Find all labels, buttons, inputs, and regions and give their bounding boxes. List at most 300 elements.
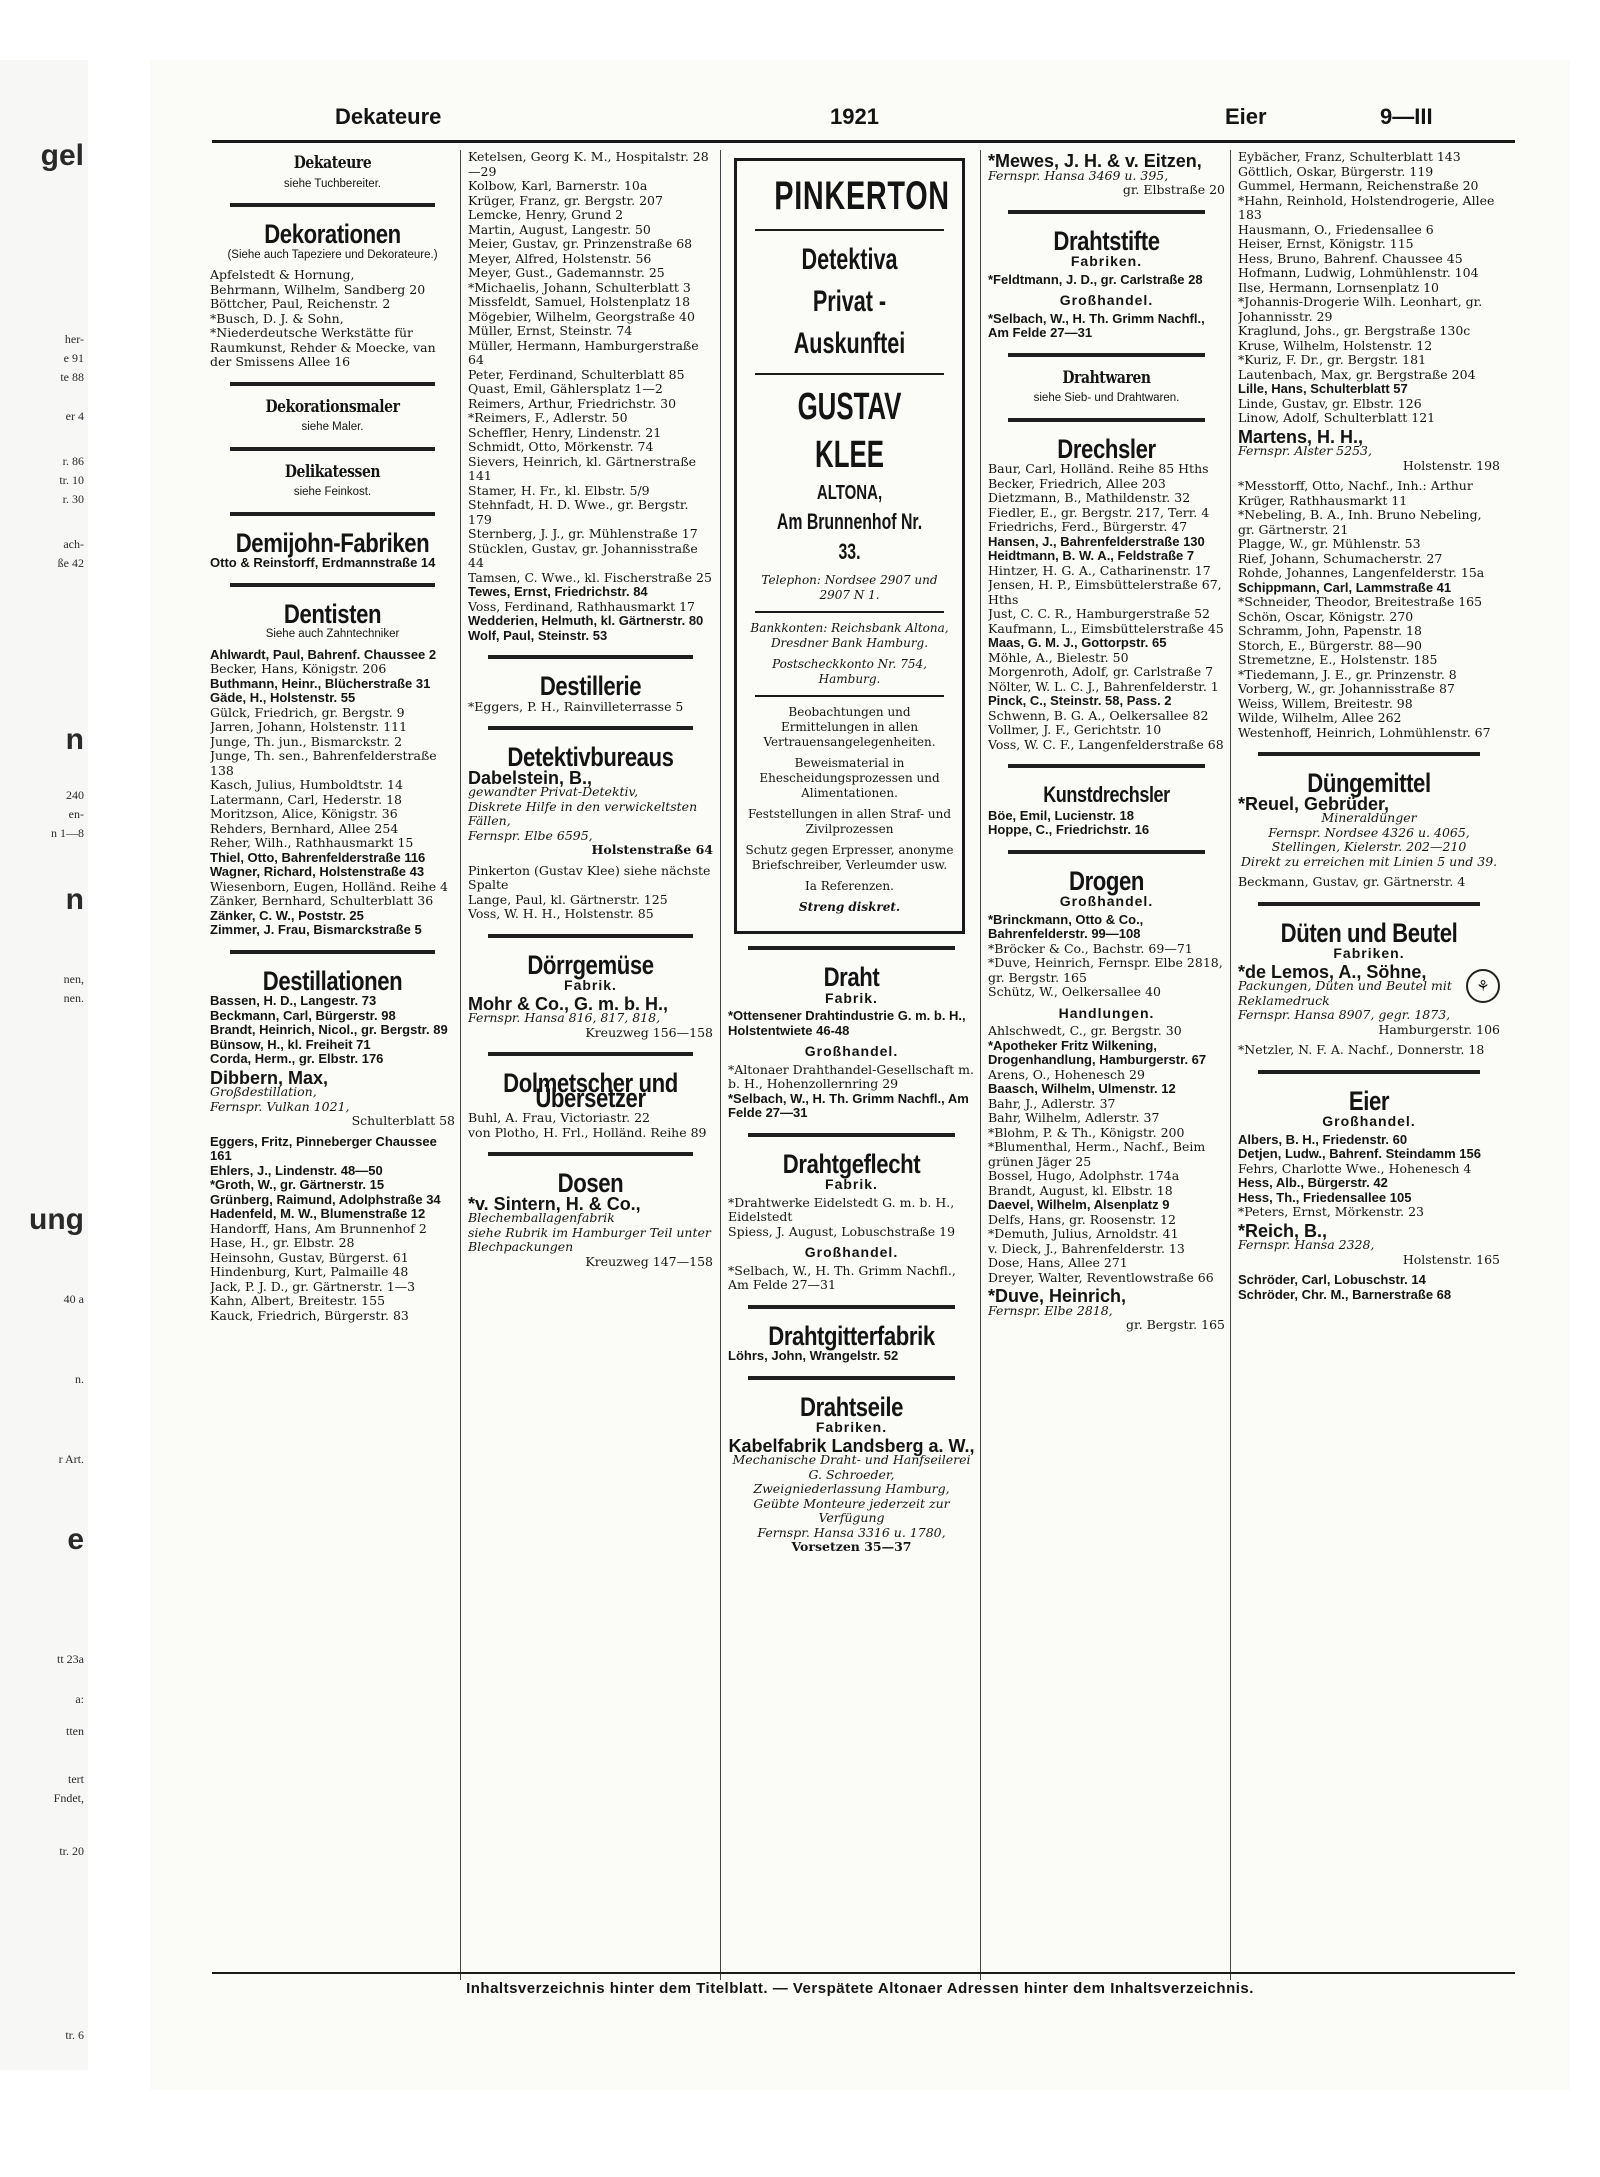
directory-entry: Hadenfeld, M. W., Blumenstraße 12: [210, 1206, 426, 1221]
directory-entry: Ilse, Hermann, Lornsenplatz 10: [1238, 279, 1439, 295]
advertiser-name: Mohr & Co., G. m. b. H.,: [468, 993, 668, 1014]
duve-ad: [988, 1286, 1225, 1333]
ad-detail-line: Stellingen, Kielerstr. 202—210: [1271, 839, 1467, 854]
dibbern-ad: [210, 1067, 455, 1129]
mewes-ad: [988, 151, 1225, 198]
advertiser-details: [1238, 1238, 1500, 1253]
ad-rule: [755, 229, 944, 231]
ad-detail-line: Fernspr. Nordsee 4326 u. 4065,: [1268, 824, 1470, 840]
ad-address: Am Brunnenhof Nr. 33.: [776, 509, 923, 564]
directory-entry: Bahr, J., Adlerstr. 37: [988, 1095, 1116, 1111]
subsection-heading: Großhandel.: [1322, 1113, 1416, 1129]
directory-entry: Hase, H., gr. Elbstr. 28: [210, 1235, 355, 1250]
directory-entry: Schütz, W., Oelkersallee 40: [988, 984, 1161, 999]
directory-entry: Rehders, Bernhard, Allee 254: [210, 820, 399, 836]
directory-entry: Kauck, Friedrich, Bürgerstr. 83: [210, 1307, 409, 1323]
subsection-heading: Fabriken.: [815, 1419, 888, 1435]
advertiser-name: *de Lemos, A., Söhne,: [1238, 961, 1427, 982]
advertiser-address: Vorsetzen 35—37: [791, 1539, 912, 1554]
cross-reference: (Siehe auch Tapeziere und Dekorateure.): [227, 248, 438, 261]
directory-entry: Wedderien, Helmuth, kl. Gärtnerstr. 80: [468, 613, 704, 628]
entry-list: [988, 913, 1225, 1000]
cross-reference: siehe Tuchbereiter.: [283, 177, 382, 190]
company-logo-icon: ⚘: [1466, 969, 1500, 1003]
separator: [748, 1305, 955, 1309]
section-heading: Draht: [823, 962, 880, 992]
directory-entry: Becker, Friedrich, Allee 203: [988, 475, 1166, 491]
ad-detail-line: Fernspr. Hansa 2328,: [1238, 1237, 1375, 1252]
entry-list: [988, 312, 1225, 341]
directory-entry: Linde, Gustav, gr. Elbstr. 126: [1238, 395, 1422, 411]
advertiser-name: *Reuel, Gebrüder,: [1238, 793, 1390, 814]
directory-entry: Göttlich, Oskar, Bürgerstr. 119: [1238, 163, 1434, 179]
separator: [230, 583, 435, 587]
directory-entry: Schippmann, Carl, Lammstraße 41: [1238, 579, 1452, 595]
directory-entry: *Brinckmann, Otto & Co., Bahrenfelderstr. 99—108: [988, 911, 1144, 941]
dabelstein-ad: [468, 767, 713, 858]
subsection-heading: Fabrik.: [564, 977, 617, 993]
advertiser-details: [988, 1304, 1225, 1319]
edge-text-fragment: ung: [29, 1203, 84, 1236]
directory-entry: *Drahtwerke Eidelstedt G. m. b. H., Eidelstedt: [728, 1194, 955, 1224]
cross-reference: Siehe auch Zahntechniker: [265, 628, 400, 640]
directory-entry: *Kuriz, F. Dr., gr. Bergstr. 181: [1238, 352, 1427, 367]
entry-list: [1238, 1043, 1500, 1058]
entry-list: [988, 462, 1225, 752]
ad-postal-account: Postscheckkonto Nr. 754, Hamburg.: [772, 657, 927, 686]
pinkerton-advertisement: [734, 158, 965, 934]
advertiser-address: Holstenstr. 165: [1402, 1251, 1500, 1267]
column-4: [988, 150, 1225, 1970]
directory-entry: *Blohm, P. & Th., Königstr. 200: [988, 1124, 1185, 1140]
directory-entry: Voss, W. H. H., Holstenstr. 85: [468, 906, 654, 921]
entry-list: [468, 864, 713, 922]
directory-entry: Vollmer, J. F., Gerichtstr. 10: [988, 722, 1162, 737]
advertiser-name: Martens, H. H.,: [1238, 426, 1364, 447]
de-lemos-ad: [1238, 961, 1500, 1038]
directory-entry: Martin, August, Langestr. 50: [468, 221, 651, 237]
separator: [230, 512, 435, 516]
ad-detail-line: Fernspr. Hansa 3316 u. 1780,: [757, 1524, 946, 1540]
advertiser-address: Schulterblatt 58: [351, 1113, 455, 1128]
separator: [488, 655, 693, 659]
directory-entry: Delfs, Hans, gr. Roosenstr. 12: [988, 1211, 1176, 1227]
directory-entry: Stamer, H. Fr., kl. Elbstr. 5/9: [468, 482, 650, 498]
directory-entry: Maas, G. M. J., Gottorpstr. 65: [988, 635, 1167, 650]
column-rule: [720, 150, 721, 1980]
directory-entry: Ketelsen, Georg K. M., Hospitalstr. 28—29: [468, 150, 709, 179]
directory-entry: *Niederdeutsche Werkstätte für Raumkunst, Rehder & Moecke, van der Smissens Allee 16: [210, 325, 436, 369]
section-heading: Drahtstifte: [1053, 225, 1160, 256]
directory-entry: Corda, Herm., gr. Elbstr. 176: [210, 1051, 384, 1066]
separator: [230, 950, 435, 954]
directory-entry: Müller, Ernst, Steinstr. 74: [468, 323, 633, 338]
directory-entry: Hoppe, C., Friedrichstr. 16: [988, 822, 1150, 837]
edge-text-fragment: ße 42: [57, 556, 84, 570]
ad-rule: [755, 373, 944, 375]
directory-entry: Daevel, Wilhelm, Alsenplatz 9: [988, 1197, 1170, 1212]
directory-entry: Jensen, H. P., Eimsbüttelerstraße 67, Hths: [988, 577, 1222, 607]
directory-entry: Kahn, Albert, Breitestr. 155: [210, 1293, 386, 1308]
ad-firm-name: GUSTAV KLEE: [797, 386, 902, 476]
directory-entry: Junge, Th. jun., Bismarckstr. 2: [210, 733, 403, 749]
ad-rule: [755, 695, 944, 697]
directory-entry: *Nebeling, B. A., Inh. Bruno Nebeling, gr. Gärtnerstr. 21: [1238, 507, 1482, 537]
header-year: 1921: [830, 104, 879, 129]
directory-entry: Beckmann, Gustav, gr. Gärtnerstr. 4: [1238, 874, 1466, 889]
cross-reference: siehe Sieb- und Drahtwaren.: [1033, 392, 1180, 404]
separator: [1258, 902, 1480, 906]
subsection-heading: Fabriken.: [1070, 253, 1143, 269]
edge-text-fragment: nen.: [63, 991, 84, 1006]
directory-entry: Tamsen, C. Wwe., kl. Fischerstraße 25: [468, 569, 712, 585]
directory-entry: Fehrs, Charlotte Wwe., Hohenesch 4: [1238, 1160, 1472, 1176]
mohr-ad: [468, 993, 713, 1041]
edge-text-fragment: nen,: [63, 972, 84, 986]
directory-entry: Kraglund, Johs., gr. Bergstraße 130c: [1238, 323, 1471, 338]
subsection-heading: Großhandel.: [804, 1043, 899, 1059]
entry-list: [728, 1264, 975, 1293]
section-heading: Drechsler: [1057, 433, 1156, 464]
separator: [488, 726, 693, 730]
section-heading: Drahtwaren: [1062, 367, 1151, 388]
directory-entry: *Hahn, Reinhold, Holstendrogerie, Allee 183: [1238, 192, 1495, 222]
entry-list: [210, 1135, 455, 1324]
directory-entry: Kasch, Julius, Humboldtstr. 14: [210, 777, 403, 792]
directory-entry: Beckmann, Carl, Bürgerstr. 98: [210, 1007, 396, 1023]
entry-list: [1238, 1273, 1500, 1302]
directory-entry: Mögebier, Wilhelm, Georgstraße 40: [468, 308, 695, 324]
ad-detail-line: Fernspr. Alster 5253,: [1238, 443, 1372, 458]
section-heading: Düten und Beutel: [1280, 917, 1458, 948]
directory-entry: *Selbach, W., H. Th. Grimm Nachfl., Am Felde 27—31: [988, 310, 1205, 340]
section-heading: Detektivbureaus: [507, 742, 674, 772]
directory-entry: Hofmann, Ludwig, Lohmühlenstr. 104: [1238, 265, 1479, 280]
directory-entry: *Apotheker Fritz Wilkening, Drogenhandlung, Hamburgerstr. 67: [988, 1037, 1207, 1067]
entry-list: [210, 268, 455, 370]
edge-text-fragment: tten: [66, 1724, 84, 1738]
directory-entry: Jarren, Johann, Holstenstr. 111: [210, 719, 408, 734]
ad-service: Beobachtungen und Ermittelungen in allen Vertrauensangelegenheiten.: [763, 705, 936, 749]
ad-detail-line: Geübte Monteure jederzeit zur Verfügung: [753, 1495, 950, 1525]
directory-entry: Hintzer, H. G. A., Catharinenstr. 17: [988, 562, 1211, 578]
separator: [230, 382, 435, 386]
advertiser-details: [468, 785, 713, 843]
separator: [488, 1152, 693, 1156]
section-heading: Dörrgemüse: [527, 949, 654, 980]
edge-text-fragment: r. 86: [62, 453, 84, 468]
directory-entry: *Busch, D. J. & Sohn,: [210, 310, 344, 326]
advertiser-address: gr. Elbstraße 20: [1122, 182, 1225, 197]
ad-telephone: Telephon: Nordsee 2907 und 2907 N 1.: [761, 573, 938, 602]
ad-detail-line: Mineraldünger: [1321, 810, 1417, 825]
directory-entry: Reher, Wilh., Rathhausmarkt 15: [210, 835, 414, 850]
section-heading: Drahtgeflecht: [782, 1148, 921, 1179]
edge-text-fragment: en-: [68, 807, 84, 822]
section-heading: Dolmetscher und Übersetzer: [503, 1068, 678, 1113]
column-rule: [980, 150, 981, 1980]
directory-entry: Stücklen, Gustav, gr. Johannisstraße 44: [468, 540, 698, 570]
column-2: [468, 150, 713, 1970]
entry-list: [988, 809, 1225, 838]
entry-list: [468, 700, 713, 715]
entry-list: [728, 1196, 975, 1240]
directory-entry: Latermann, Carl, Hederstr. 18: [210, 791, 403, 807]
directory-entry: Heidtmann, B. W. A., Feldstraße 7: [988, 548, 1195, 563]
directory-entry: Plagge, W., gr. Mühlenstr. 53: [1238, 536, 1421, 551]
edge-text-fragment: gel: [40, 139, 84, 172]
edge-text-fragment: te 88: [60, 370, 84, 385]
directory-entry: Bünsow, H., kl. Freiheit 71: [210, 1036, 371, 1052]
separator: [1008, 353, 1205, 357]
directory-entry: Morgenroth, Adolf, gr. Carlstraße 7: [988, 664, 1214, 679]
advertiser-name: Kabelfabrik Landsberg a. W.,: [728, 1435, 975, 1456]
directory-entry: Schwenn, B. G. A., Oelkersallee 82: [988, 707, 1209, 723]
directory-entry: *Schneider, Theodor, Breitestraße 165: [1238, 594, 1483, 609]
ad-service: Feststellungen in allen Straf- und Zivilprozessen: [747, 807, 952, 836]
separator: [1258, 1070, 1480, 1074]
directory-entry: Schröder, Carl, Lobuschstr. 14: [1238, 1272, 1426, 1287]
edge-text-fragment: her-: [64, 332, 84, 346]
ad-detail-line: Fernspr. Elbe 6595,: [468, 827, 593, 843]
ad-service: Beweismaterial in Ehescheidungsprozessen und Alimentationen.: [759, 756, 940, 800]
entry-list: [728, 1349, 975, 1364]
separator: [1258, 752, 1480, 756]
section-heading: Dekorationen: [264, 219, 401, 249]
edge-text-fragment: tert: [68, 1772, 84, 1786]
directory-entry: Böe, Emil, Lucienstr. 18: [988, 807, 1134, 823]
directory-entry: Hess, Bruno, Bahrenf. Chaussee 45: [1238, 250, 1463, 266]
directory-entry: Zänker, Bernhard, Schulterblatt 36: [210, 893, 434, 908]
directory-entry: Hindenburg, Kurt, Palmaille 48: [210, 1264, 409, 1279]
directory-entry: Scheffler, Henry, Lindenstr. 21: [468, 424, 662, 440]
directory-entry: Baur, Carl, Holländ. Reihe 85 Hths: [988, 461, 1209, 476]
subsection-heading: Großhandel.: [1059, 893, 1154, 909]
directory-entry: Buhl, A. Frau, Victoriastr. 22: [468, 1110, 650, 1125]
ad-detail-line: Mechanische Draht- und Hanfseilerei G. Schroeder,: [732, 1452, 971, 1482]
entry-list: [728, 1009, 975, 1038]
subsection-heading: Fabrik.: [825, 1176, 878, 1192]
entry-list: [210, 556, 455, 571]
directory-entry: Quast, Emil, Gählersplatz 1—2: [468, 381, 663, 396]
separator: [748, 1133, 955, 1137]
advertiser-address: gr. Bergstr. 165: [1126, 1317, 1225, 1332]
ad-detail-line: Direkt zu erreichen mit Linien 5 und 39.: [1240, 853, 1498, 869]
advertiser-details: [1238, 444, 1500, 459]
reich-ad: [1238, 1220, 1500, 1268]
advertiser-details: [728, 1453, 975, 1540]
directory-entry: *Selbach, W., H. Th. Grimm Nachfl., Am Felde 27—31: [728, 1090, 969, 1120]
ad-detail-line: Zweigniederlassung Hamburg,: [753, 1481, 950, 1496]
separator: [748, 1376, 955, 1380]
separator: [1008, 210, 1205, 214]
advertiser-address: Hamburgerstr. 106: [1378, 1021, 1500, 1037]
edge-text-fragment: n.: [75, 1372, 84, 1386]
separator: [1008, 418, 1205, 422]
directory-entry: Brandt, August, kl. Elbstr. 18: [988, 1182, 1173, 1198]
directory-entry: Lange, Paul, kl. Gärtnerstr. 125: [468, 891, 668, 907]
directory-entry: Sternberg, J. J., gr. Mühlenstraße 17: [468, 526, 698, 541]
directory-entry: Albers, B. H., Friedenstr. 60: [1238, 1131, 1408, 1147]
directory-entry: Rief, Johann, Schumacherstr. 27: [1238, 550, 1443, 566]
advertiser-name: *Mewes, J. H. & v. Eitzen,: [988, 151, 1202, 171]
edge-text-fragment: er 4: [65, 408, 84, 423]
directory-entry: Bossel, Hugo, Adolphstr. 174a: [988, 1168, 1180, 1183]
footer-rule: [212, 1972, 1515, 1974]
page-footer: Inhaltsverzeichnis hinter dem Titelblatt. — Verspätete Altonaer Adressen hinter dem Inhaltsverzeichnis.: [466, 1980, 1254, 1997]
directory-entry: *Messtorff, Otto, Nachf., Inh.: Arthur Krüger, Rathhausmarkt 11: [1238, 478, 1473, 508]
directory-entry: *Blumenthal, Herm., Nachf., Beim grünen Jäger 25: [988, 1139, 1206, 1169]
directory-entry: *Ottensener Drahtindustrie G. m. b. H., Holstentwiete 46-48: [728, 1008, 966, 1038]
directory-entry: *Feldtmann, J. D., gr. Carlstraße 28: [988, 271, 1203, 287]
directory-entry: Brandt, Heinrich, Nicol., gr. Bergstr. 89: [210, 1022, 448, 1037]
column-1: [210, 150, 455, 1970]
section-heading: Dekateure: [293, 153, 372, 173]
section-heading: Düngemittel: [1307, 768, 1431, 798]
entry-list: [468, 150, 713, 643]
ad-detail-line: Diskrete Hilfe in den verwickeltsten Fällen,: [468, 798, 698, 828]
entry-list: [468, 1111, 713, 1140]
directory-entry: Kolbow, Karl, Barnerstr. 10a: [468, 178, 648, 193]
ad-detail-line: Blechemballagenfabrik: [468, 1210, 615, 1225]
directory-entry: Handorff, Hans, Am Brunnenhof 2: [210, 1220, 427, 1236]
directory-entry: Apfelstedt & Hornung,: [210, 267, 355, 282]
directory-entry: Pinkerton (Gustav Klee) siehe nächste Spalte: [468, 862, 711, 892]
directory-entry: Sievers, Heinrich, kl. Gärtnerstraße 141: [468, 453, 697, 483]
directory-entry: *Michaelis, Johann, Schulterblatt 3: [468, 279, 691, 295]
edge-text-fragment: ach-: [63, 536, 84, 551]
directory-entry: *Netzler, N. F. A. Nachf., Donnerstr. 18: [1238, 1042, 1485, 1057]
directory-entry: Fiedler, E., gr. Bergstr. 217, Terr. 4: [988, 504, 1210, 520]
column-rule: [1230, 150, 1231, 1980]
entry-list: [1238, 1133, 1500, 1220]
directory-entry: Jack, P. J. D., gr. Gärtnerstr. 1—3: [210, 1278, 416, 1294]
directory-entry: Missfeldt, Samuel, Holstenplatz 18: [468, 294, 691, 309]
cross-reference: siehe Feinkost.: [293, 486, 372, 498]
column-rule: [460, 150, 461, 1980]
ad-slogan: Streng diskret.: [798, 900, 901, 914]
directory-entry: Friedrichs, Ferd., Bürgerstr. 47: [988, 519, 1188, 534]
directory-entry: Ahlschwedt, C., gr. Bergstr. 30: [988, 1023, 1182, 1038]
section-heading: Demijohn-Fabriken: [235, 527, 430, 558]
advertiser-address: Kreuzweg 147—158: [585, 1253, 713, 1269]
sintern-ad: [468, 1193, 713, 1270]
directory-entry: *Bröcker & Co., Bachstr. 69—71: [988, 940, 1193, 956]
separator: [488, 1052, 693, 1056]
directory-entry: Stehnfadt, H. D. Wwe., gr. Bergstr. 179: [468, 497, 689, 527]
edge-text-fragment: tt 23a: [57, 1652, 84, 1666]
directory-entry: Reimers, Arthur, Friedrichstr. 30: [468, 395, 677, 411]
edge-text-fragment: 40 a: [63, 1292, 84, 1306]
ad-detail-line: Fernspr. Hansa 3469 u. 395,: [988, 167, 1169, 183]
directory-entry: von Plotho, H. Frl., Holländ. Reihe 89: [468, 1124, 707, 1140]
directory-entry: Stremetzne, E., Holstenstr. 185: [1238, 652, 1438, 667]
entry-list: [210, 648, 455, 938]
advertiser-details: [1238, 811, 1500, 869]
directory-entry: Kruse, Wilhelm, Holstenstr. 12: [1238, 337, 1433, 353]
directory-entry: Weiss, Willem, Breitestr. 98: [1238, 695, 1413, 711]
directory-entry: Buthmann, Heinr., Blücherstraße 31: [210, 675, 431, 691]
section-heading: Drahtseile: [800, 1391, 903, 1422]
advertiser-name: *v. Sintern, H. & Co.,: [468, 1193, 641, 1214]
entry-list: [1238, 479, 1500, 740]
directory-entry: Lemcke, Henry, Grund 2: [468, 207, 624, 222]
directory-entry: *Eggers, P. H., Rainvilleterrasse 5: [468, 698, 684, 714]
directory-entry: Eybächer, Franz, Schulterblatt 143: [1238, 150, 1461, 164]
ad-subtitle: Detektiva: [801, 243, 898, 276]
directory-entry: Heinsohn, Gustav, Bürgerst. 61: [210, 1249, 409, 1265]
entry-list: [1238, 875, 1500, 890]
directory-entry: Dose, Hans, Allee 271: [988, 1255, 1128, 1270]
directory-entry: Voss, W. C. F., Langenfelderstraße 68: [988, 736, 1224, 752]
directory-entry: *Altonaer Drahthandel-Gesellschaft m. b. H., Hohenzollernring 29: [728, 1061, 974, 1091]
ad-detail-line: Großdestillation,: [210, 1084, 317, 1099]
section-heading: Kunstdrechsler: [1043, 782, 1170, 807]
directory-entry: Pinck, C., Steinstr. 58, Pass. 2: [988, 693, 1172, 708]
edge-text-fragment: e 91: [63, 351, 84, 366]
subsection-heading: Großhandel.: [1059, 292, 1154, 308]
subsection-heading: Großhandel.: [804, 1244, 899, 1260]
directory-entry: Hansen, J., Bahrenfelderstraße 130: [988, 533, 1205, 549]
separator: [230, 447, 435, 451]
advertiser-address: Holstenstr. 198: [1402, 457, 1500, 473]
directory-entry: Schramm, John, Papenstr. 18: [1238, 623, 1422, 638]
directory-entry: *Selbach, W., H. Th. Grimm Nachfl., Am Felde 27—31: [728, 1262, 956, 1292]
directory-entry: Hausmann, O., Friedensallee 6: [1238, 221, 1434, 237]
directory-entry: Wiesenborn, Eugen, Holländ. Reihe 4: [210, 878, 449, 894]
kabelfabrik-ad: [728, 1435, 975, 1555]
directory-entry: Voss, Ferdinand, Rathhausmarkt 17: [468, 598, 695, 614]
ad-rule: [755, 611, 944, 613]
entry-list: [988, 273, 1225, 288]
ad-detail-line: Fernspr. Hansa 816, 817, 818,: [468, 1010, 661, 1025]
directory-entry: Gäde, H., Holstenstr. 55: [210, 690, 356, 705]
ad-service: Schutz gegen Erpresser, anonyme Briefschreiber, Verleumder usw.: [745, 843, 954, 872]
section-heading: Dekorationsmaler: [265, 396, 400, 417]
subsection-heading: Fabriken.: [1333, 945, 1405, 961]
edge-text-fragment: n: [65, 723, 84, 756]
directory-entry: Linow, Adolf, Schulterblatt 121: [1238, 410, 1436, 425]
ad-detail-line: Fernspr. Elbe 2818,: [988, 1302, 1113, 1318]
edge-text-fragment: tr. 6: [65, 2028, 84, 2042]
directory-entry: Gülck, Friedrich, gr. Bergstr. 9: [210, 704, 405, 720]
ad-bank-accounts: Bankkonten: Reichsbank Altona, Dresdner Bank Hamburg.: [750, 621, 949, 650]
section-heading: Destillerie: [539, 671, 642, 701]
ad-city: ALTONA,: [816, 482, 883, 504]
directory-entry: Gummel, Hermann, Reichenstraße 20: [1238, 178, 1479, 193]
directory-entry: Zänker, C. W., Poststr. 25: [210, 907, 364, 923]
subsection-heading: Fabrik.: [825, 989, 878, 1006]
advertiser-details: [210, 1085, 455, 1114]
directory-entry: *Reimers, F., Adlerstr. 50: [468, 410, 628, 425]
directory-entry: Löhrs, John, Wrangelstr. 52: [728, 1348, 899, 1363]
directory-entry: Spiess, J. August, Lobuschstraße 19: [728, 1223, 956, 1239]
advertiser-name: Dabelstein, B.,: [468, 767, 593, 788]
edge-text-fragment: a:: [75, 1692, 84, 1706]
directory-entry: Becker, Hans, Königstr. 206: [210, 661, 387, 676]
directory-entry: Otto & Reinstorff, Erdmannstraße 14: [210, 555, 436, 570]
directory-entry: Moritzson, Alice, Königstr. 36: [210, 806, 398, 821]
ad-detail-line: Fernspr. Hansa 8907, gegr. 1873,: [1238, 1007, 1451, 1022]
martens-ad: [1238, 426, 1500, 474]
directory-entry: Bahr, Wilhelm, Adlerstr. 37: [988, 1110, 1160, 1125]
edge-text-fragment: 240: [66, 788, 84, 802]
reuel-ad: [1238, 793, 1500, 870]
directory-entry: v. Dieck, J., Bahrenfelderstr. 13: [988, 1240, 1185, 1256]
edge-text-fragment: r. 30: [62, 492, 84, 506]
entry-list: [210, 994, 455, 1067]
ad-title: PINKERTON: [774, 174, 950, 218]
